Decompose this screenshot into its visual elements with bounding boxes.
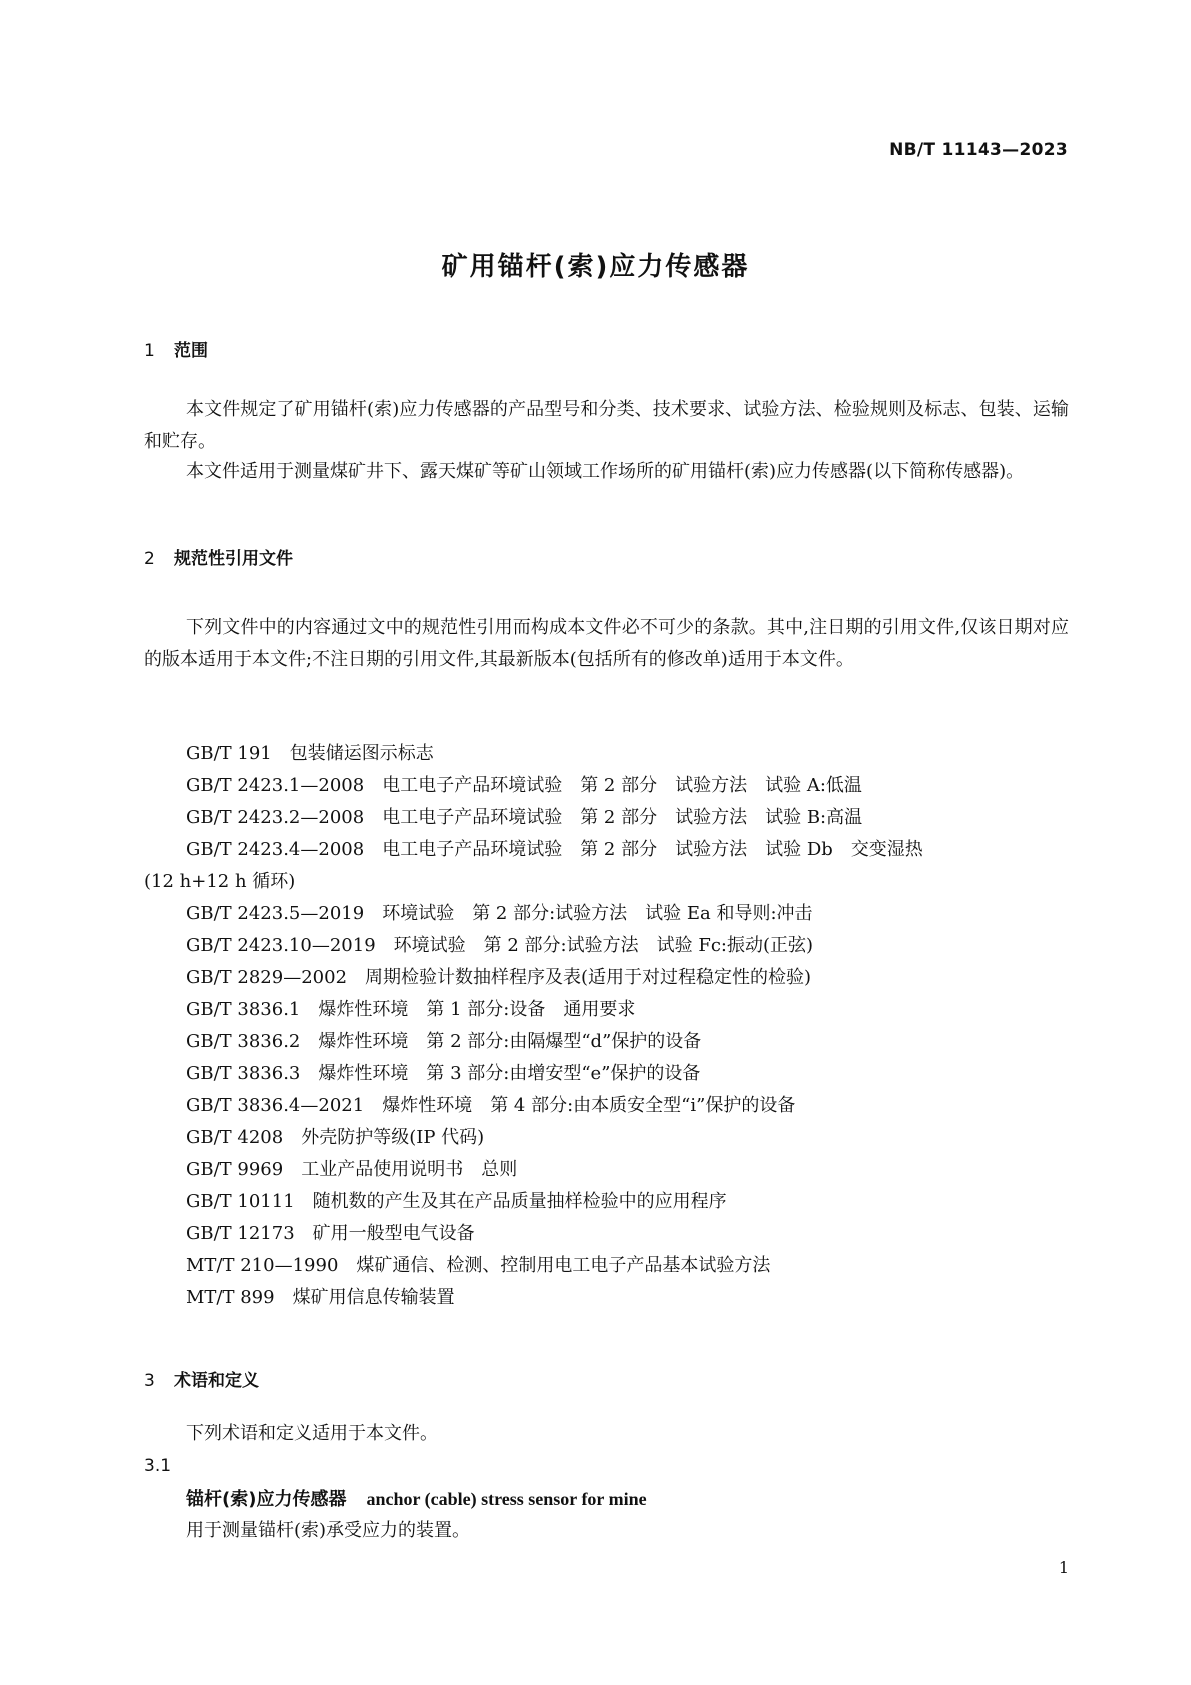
reference-title: 工业产品使用说明书 总则 — [301, 1159, 518, 1180]
reference-item — [186, 738, 1069, 770]
reference-title: 环境试验 第 2 部分:试验方法 试验 Ea 和导则:冲击 — [382, 903, 813, 924]
reference-item — [144, 834, 1069, 898]
reference-item — [186, 1186, 1069, 1218]
reference-title: 爆炸性环境 第 3 部分:由增安型“e”保护的设备 — [318, 1063, 701, 1084]
term-name-en: anchor (cable) stress sensor for mine — [366, 1489, 647, 1509]
section-2-number: 2 — [144, 549, 155, 569]
reference-code: GB/T 2829—2002 — [186, 967, 348, 988]
section-1-number: 1 — [144, 341, 155, 361]
reference-title: 环境试验 第 2 部分:试验方法 试验 Fc:振动(正弦) — [393, 935, 814, 956]
reference-title: 外壳防护等级(IP 代码) — [301, 1127, 485, 1148]
reference-title: 爆炸性环境 第 4 部分:由本质安全型“i”保护的设备 — [382, 1095, 796, 1116]
reference-item — [186, 930, 1069, 962]
reference-title: 包装储运图示标志 — [289, 743, 434, 764]
reference-title: 电工电子产品环境试验 第 2 部分 试验方法 试验 B:高温 — [382, 807, 863, 828]
document-title: 矿用锚杆(索)应力传感器 — [441, 252, 750, 282]
reference-item — [186, 1282, 1069, 1314]
reference-code: GB/T 3836.4—2021 — [186, 1095, 365, 1116]
reference-code: GB/T 3836.3 — [186, 1063, 301, 1084]
term-name — [186, 1485, 647, 1511]
reference-code: GB/T 10111 — [186, 1191, 295, 1212]
reference-title: 随机数的产生及其在产品质量抽样检验中的应用程序 — [312, 1191, 727, 1212]
term-name-zh: 锚杆(索)应力传感器 — [186, 1489, 347, 1510]
reference-code: GB/T 9969 — [186, 1159, 284, 1180]
reference-code: MT/T 210—1990 — [186, 1255, 339, 1276]
section-2-intro: 下列文件中的内容通过文中的规范性引用而构成本文件必不可少的条款。其中,注日期的引用文件,仅该日期对应的版本适用于本文件;不注日期的引用文件,其最新版本(包括所有的修改单)适用于本文件。 — [144, 617, 1069, 670]
section-3-number: 3 — [144, 1371, 155, 1391]
reference-title: 电工电子产品环境试验 第 2 部分 试验方法 试验 Db 交变湿热 — [382, 839, 923, 860]
reference-title: 爆炸性环境 第 1 部分:设备 通用要求 — [318, 999, 636, 1020]
section-1-paragraph-1: 本文件规定了矿用锚杆(索)应力传感器的产品型号和分类、技术要求、试验方法、检验规则及标志、包装、运输和贮存。 — [144, 399, 1069, 452]
reference-title-continuation: (12 h+12 h 循环) — [144, 871, 296, 892]
reference-item — [186, 1058, 1069, 1090]
section-2-heading — [144, 544, 293, 569]
reference-title: 电工电子产品环境试验 第 2 部分 试验方法 试验 A:低温 — [382, 775, 862, 796]
page-number: 1 — [1058, 1558, 1069, 1577]
reference-code: GB/T 3836.1 — [186, 999, 301, 1020]
section-3-title: 术语和定义 — [174, 1371, 259, 1391]
reference-code: GB/T 4208 — [186, 1127, 284, 1148]
reference-item — [186, 1250, 1069, 1282]
reference-code: GB/T 12173 — [186, 1223, 295, 1244]
section-1-heading — [144, 336, 208, 361]
reference-title: 爆炸性环境 第 2 部分:由隔爆型“d”保护的设备 — [318, 1031, 702, 1052]
reference-item — [186, 1090, 1069, 1122]
reference-code: GB/T 2423.10—2019 — [186, 935, 376, 956]
reference-code: GB/T 2423.2—2008 — [186, 807, 365, 828]
term-number: 3.1 — [144, 1456, 172, 1476]
reference-item — [186, 802, 1069, 834]
reference-code: GB/T 3836.2 — [186, 1031, 301, 1052]
reference-code: GB/T 2423.1—2008 — [186, 775, 365, 796]
section-2-title: 规范性引用文件 — [174, 549, 293, 569]
reference-item — [186, 770, 1069, 802]
standard-code: NB/T 11143—2023 — [889, 140, 1068, 160]
normative-references-list — [144, 738, 1069, 1314]
section-3-heading — [144, 1366, 259, 1391]
reference-item — [186, 994, 1069, 1026]
term-definition: 用于测量锚杆(索)承受应力的装置。 — [186, 1520, 471, 1541]
reference-title: 周期检验计数抽样程序及表(适用于对过程稳定性的检验) — [365, 967, 812, 988]
reference-code: GB/T 191 — [186, 743, 272, 764]
reference-code: MT/T 899 — [186, 1287, 275, 1308]
reference-item — [186, 1154, 1069, 1186]
reference-title: 矿用一般型电气设备 — [312, 1223, 475, 1244]
reference-item — [186, 1218, 1069, 1250]
reference-title: 煤矿通信、检测、控制用电工电子产品基本试验方法 — [356, 1255, 771, 1276]
section-1-title: 范围 — [174, 341, 208, 361]
reference-code: GB/T 2423.4—2008 — [186, 839, 365, 860]
reference-item — [186, 962, 1069, 994]
reference-title: 煤矿用信息传输装置 — [292, 1287, 455, 1308]
reference-code: GB/T 2423.5—2019 — [186, 903, 365, 924]
reference-item — [186, 1122, 1069, 1154]
reference-item — [186, 1026, 1069, 1058]
section-3-intro: 下列术语和定义适用于本文件。 — [186, 1423, 438, 1444]
reference-item — [186, 898, 1069, 930]
section-1-paragraph-2: 本文件适用于测量煤矿井下、露天煤矿等矿山领域工作场所的矿用锚杆(索)应力传感器(以下简称传感器)。 — [186, 461, 1025, 482]
